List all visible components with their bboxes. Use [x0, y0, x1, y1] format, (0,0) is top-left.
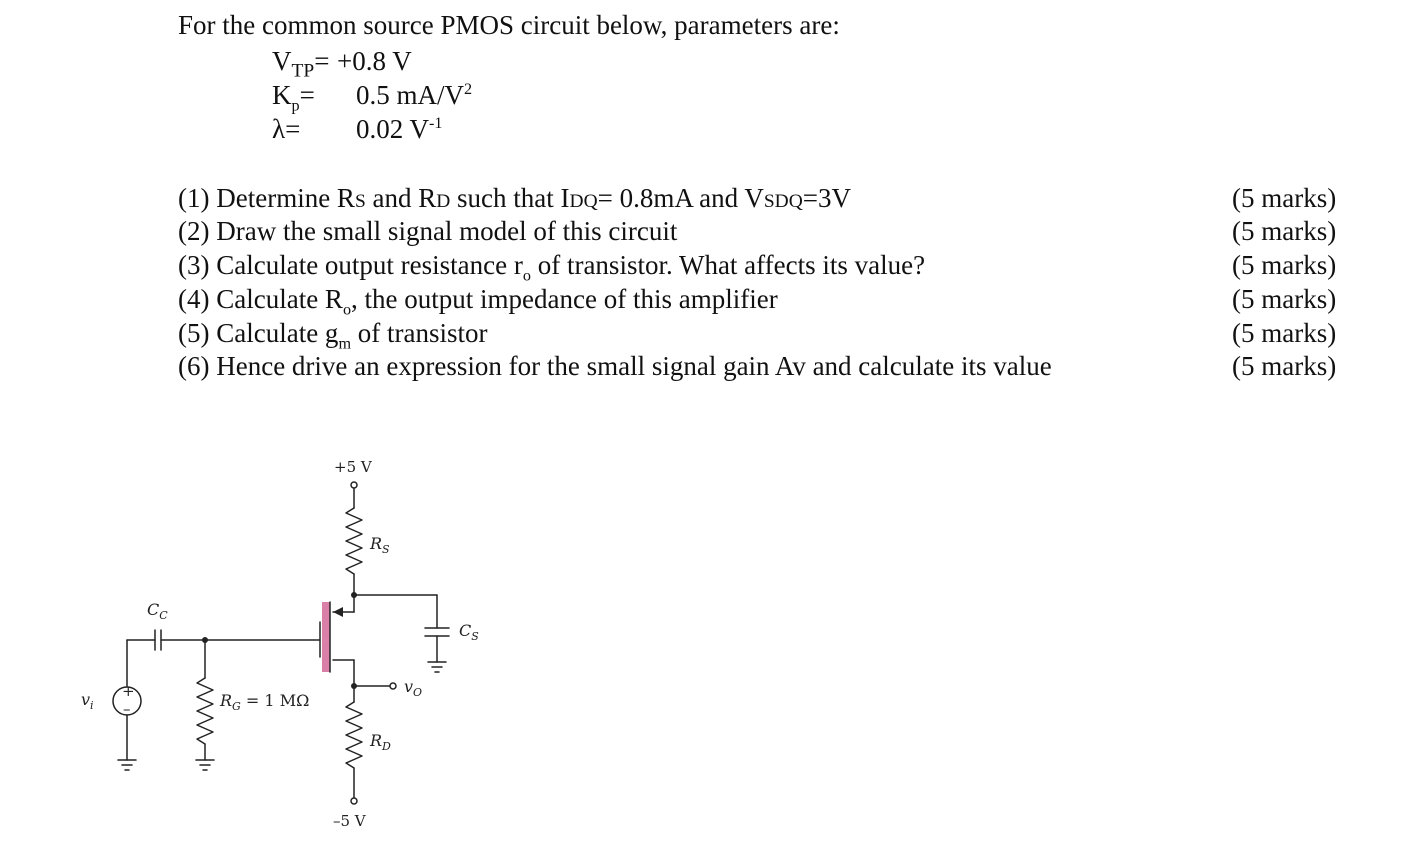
question-6: (6) Hence drive an expression for the small signal gain Av and calculate its value	[178, 351, 1052, 381]
vo-terminal	[390, 683, 396, 689]
problem-heading: For the common source PMOS circuit below, parameters are:	[178, 10, 840, 40]
param-lambda-name: λ=	[272, 114, 301, 144]
param-kp-name: $K_p=$	[272, 80, 315, 115]
question-4: (4) Calculate $R_o$, the output impedance of this amplifier	[178, 284, 778, 319]
source-node	[351, 592, 357, 598]
question-5: (5) Calculate $g_m$ of transistor	[178, 318, 488, 353]
marks-2: (5 marks)	[1232, 216, 1337, 246]
rd-label: $R_D$	[370, 731, 391, 753]
cs-label: $C_S$	[459, 621, 479, 643]
vss-label: –5 V	[333, 812, 366, 830]
source-minus-sign: –	[123, 700, 131, 718]
marks-4: (5 marks)	[1232, 284, 1337, 314]
cc-label: $C_C$	[147, 600, 168, 622]
question-2: (2) Draw the small signal model of this circuit	[178, 216, 678, 246]
param-vtp-value: +0.8 V	[337, 46, 412, 76]
param-vtp-name: $V_{TP}=$	[272, 46, 330, 82]
question-1: (1) Determine RS and RD such that IDQ= 0.8mA and VSDQ=3V	[178, 183, 851, 213]
source-arrow-icon	[333, 607, 343, 617]
vdd-label: +5 V	[334, 458, 372, 476]
question-3: (3) Calculate output resistance $r_o$ of transistor. What affects its value?	[178, 250, 926, 285]
rg-resistor	[197, 678, 213, 744]
rd-resistor	[346, 702, 362, 768]
vss-terminal	[351, 798, 357, 804]
source-plus-sign: +	[122, 682, 135, 700]
vdd-terminal	[351, 482, 357, 488]
marks-6: (5 marks)	[1232, 351, 1337, 381]
rs-label: $R_S$	[370, 534, 390, 556]
marks-5: (5 marks)	[1232, 318, 1337, 348]
drain-node	[351, 683, 357, 689]
gate-node	[202, 637, 208, 643]
param-kp-value: 0.5 $mA/V^2$	[356, 80, 473, 110]
rg-label: $R_G = 1$ MΩ	[220, 691, 310, 713]
param-lambda-value: 0.02 $V^{-1}$	[356, 114, 443, 144]
vi-label: $v_i$	[81, 690, 94, 712]
marks-1: (5 marks)	[1232, 183, 1337, 213]
vo-label: $v_O$	[404, 677, 423, 699]
rs-resistor	[346, 508, 362, 574]
pmos-gate-oxide	[322, 602, 330, 672]
marks-3: (5 marks)	[1232, 250, 1337, 280]
